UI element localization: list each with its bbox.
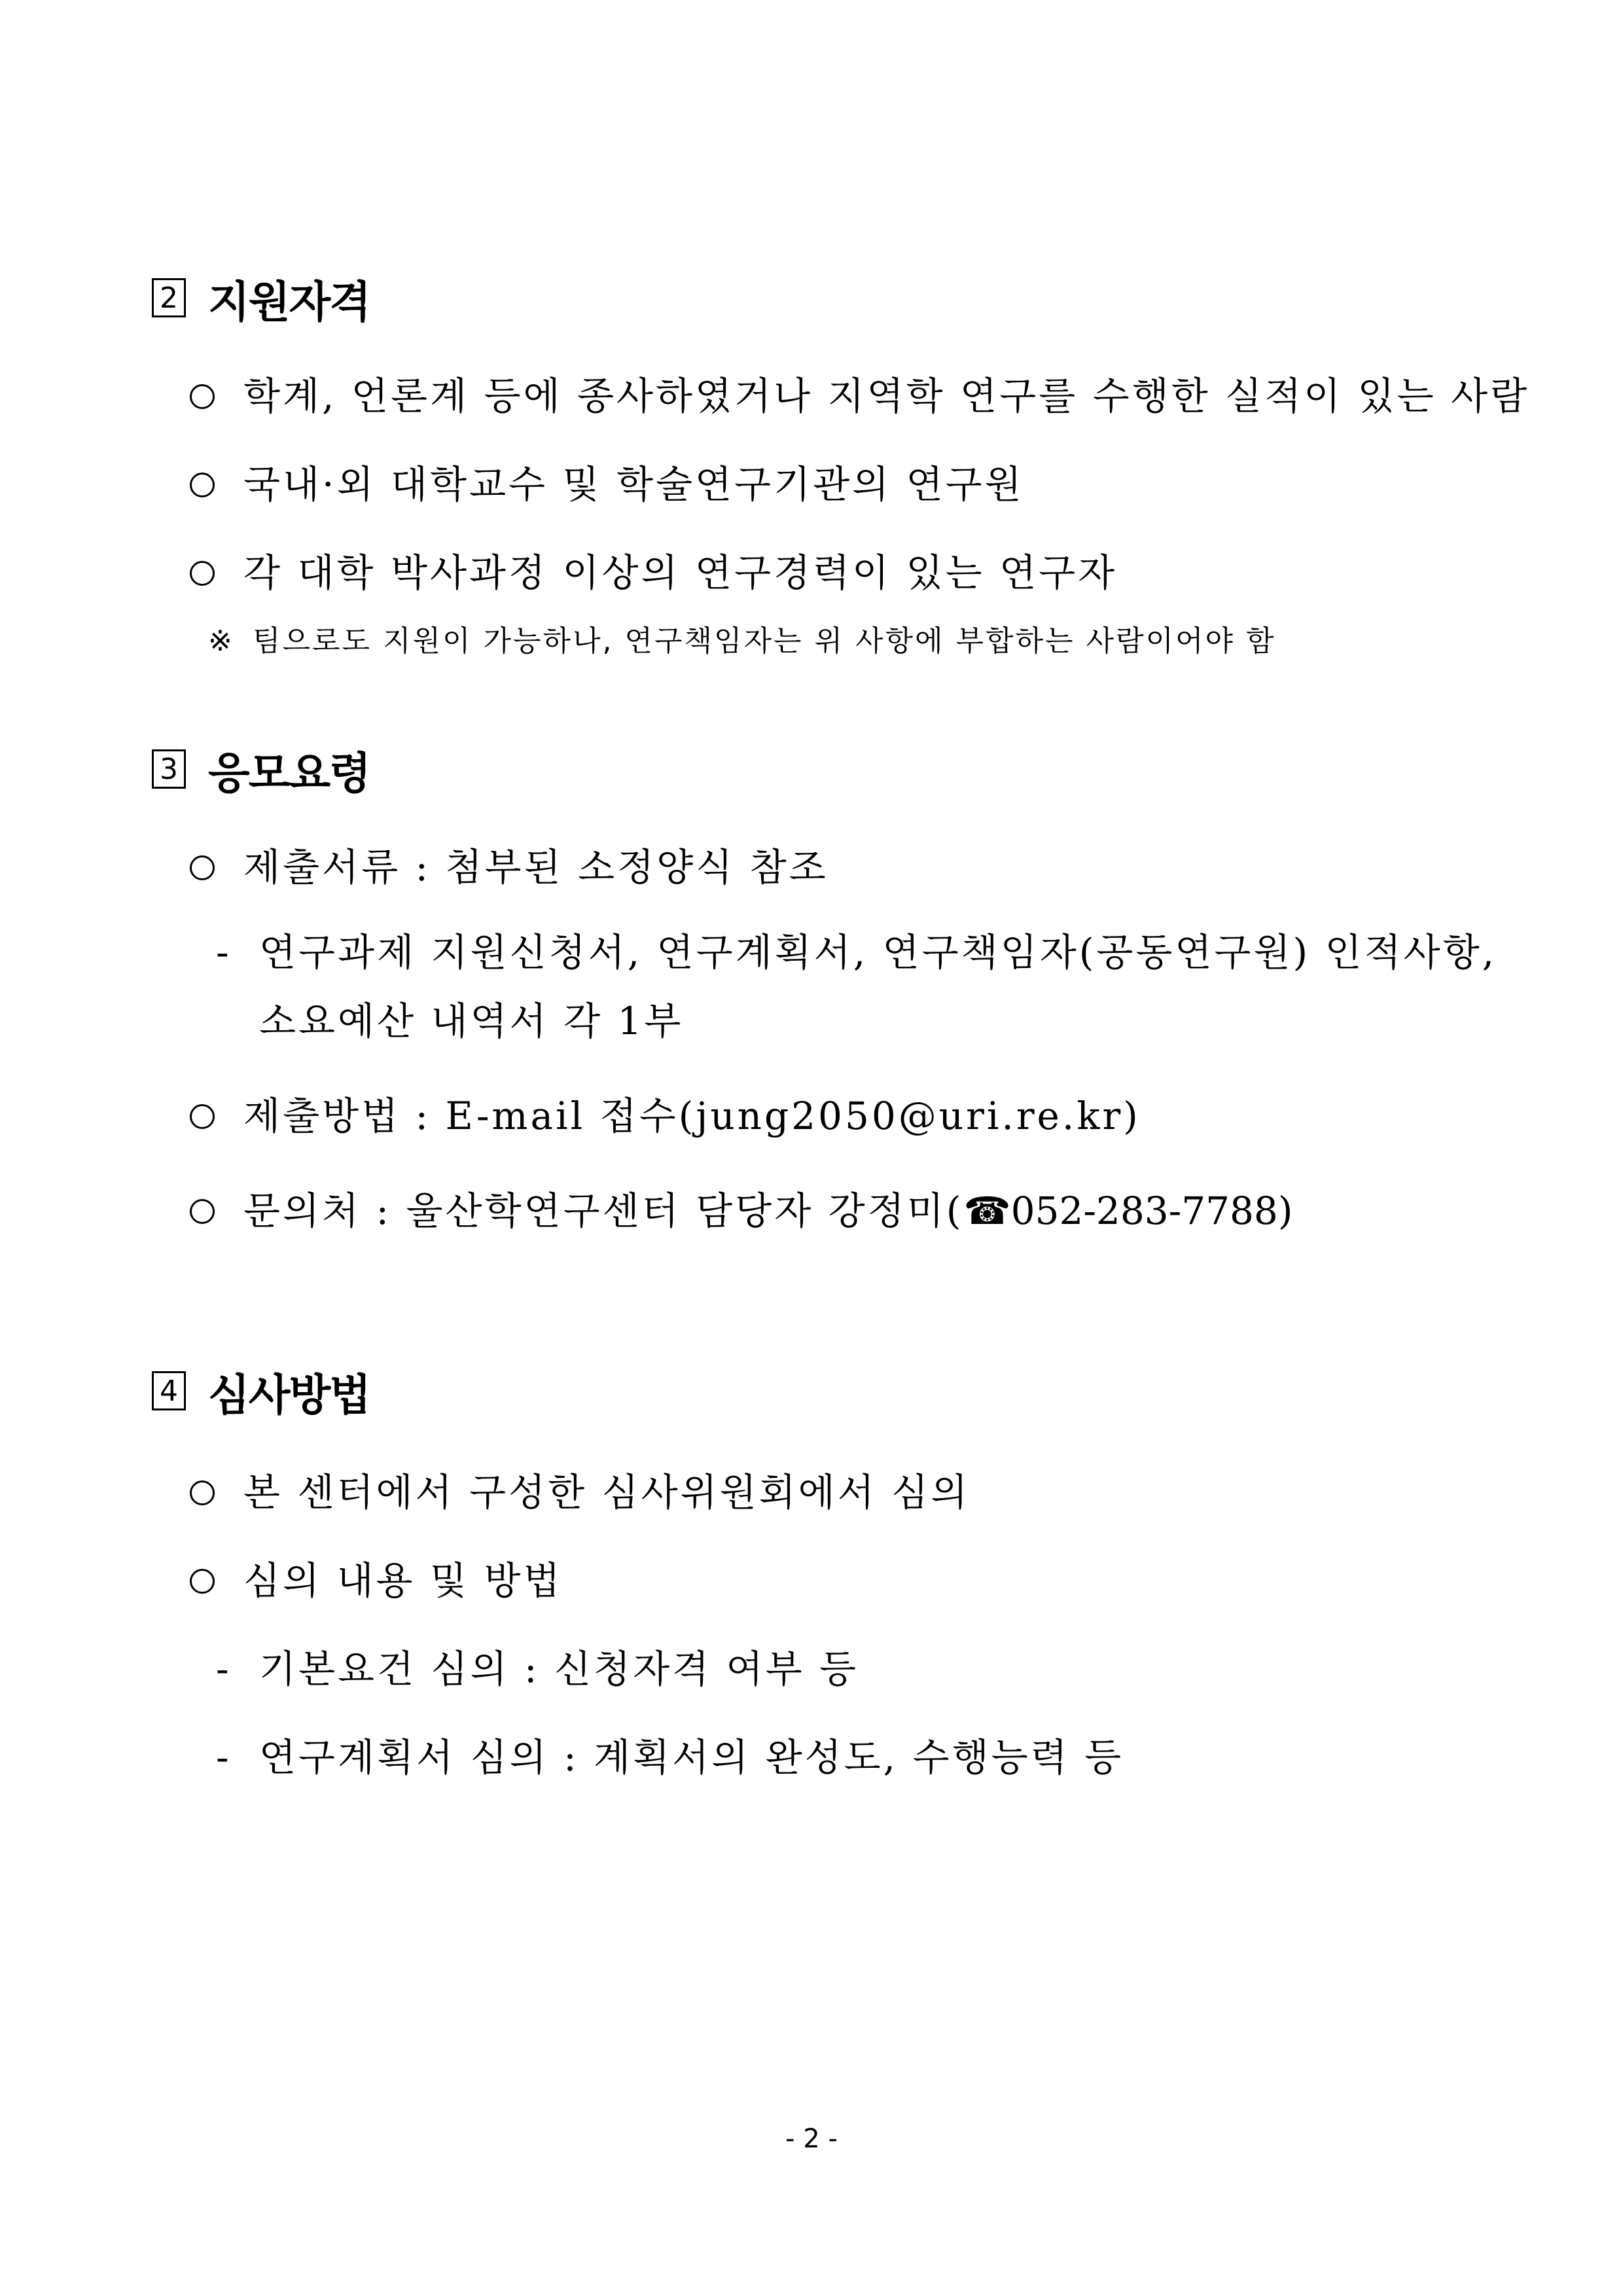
section-number-box: 3 bbox=[152, 749, 186, 789]
dash-bullet: - bbox=[216, 1647, 232, 1691]
sub-list-item-continuation: 소요예산 내역서 각 1부 bbox=[259, 999, 684, 1043]
circle-bullet-icon bbox=[190, 1104, 215, 1129]
circle-bullet-icon bbox=[190, 561, 215, 586]
section-title: 응모요령 bbox=[208, 747, 370, 798]
section-number-box: 4 bbox=[152, 1371, 186, 1410]
sub-list-item: - 기본요건 심의 : 신청자격 여부 등 bbox=[216, 1643, 859, 1695]
list-item: 학계, 언론계 등에 종사하였거나 지역학 연구를 수행한 실적이 있는 사람 bbox=[190, 370, 1529, 422]
circle-bullet-icon bbox=[190, 1569, 215, 1594]
list-item: 본 센터에서 구성한 심사위원회에서 심의 bbox=[190, 1466, 970, 1518]
dash-bullet: - bbox=[216, 1735, 232, 1780]
section-heading-3 bbox=[152, 740, 370, 798]
telephone-icon: ☎ bbox=[963, 1189, 1011, 1233]
sub-list-item: - 연구계획서 심의 : 계획서의 완성도, 수행능력 등 bbox=[216, 1731, 1124, 1784]
reference-mark-icon: ※ bbox=[208, 624, 234, 658]
sub-list-item: - 연구과제 지원신청서, 연구계획서, 연구책임자(공동연구원) 인적사항, bbox=[216, 926, 1497, 978]
section-heading-2 bbox=[152, 268, 370, 327]
section-title: 지원자격 bbox=[208, 276, 370, 327]
list-item: 제출서류 : 첨부된 소정양식 참조 bbox=[190, 841, 829, 893]
circle-bullet-icon bbox=[190, 384, 215, 409]
dash-bullet: - bbox=[216, 930, 232, 975]
list-item: 심의 내용 및 방법 bbox=[190, 1554, 563, 1607]
list-item: 제출방법 : E-mail 접수(jung2050@uri.re.kr) bbox=[190, 1090, 1141, 1142]
page-number: - 2 - bbox=[785, 2124, 838, 2154]
section-heading-4 bbox=[152, 1361, 370, 1420]
section-number-box: 2 bbox=[152, 278, 186, 317]
circle-bullet-icon bbox=[190, 1480, 215, 1505]
note: ※ 팀으로도 지원이 가능하나, 연구책임자는 위 사항에 부합하는 사람이어야 함 bbox=[208, 619, 1276, 664]
section-title: 심사방법 bbox=[208, 1369, 370, 1420]
circle-bullet-icon bbox=[190, 473, 215, 497]
list-item: 각 대학 박사과정 이상의 연구경력이 있는 연구자 bbox=[190, 547, 1117, 599]
list-item: 문의처 : 울산학연구센터 담당자 강정미(☎052-283-7788) bbox=[190, 1185, 1293, 1237]
circle-bullet-icon bbox=[190, 1199, 215, 1224]
circle-bullet-icon bbox=[190, 855, 215, 880]
list-item: 국내·외 대학교수 및 학술연구기관의 연구원 bbox=[190, 458, 1024, 511]
